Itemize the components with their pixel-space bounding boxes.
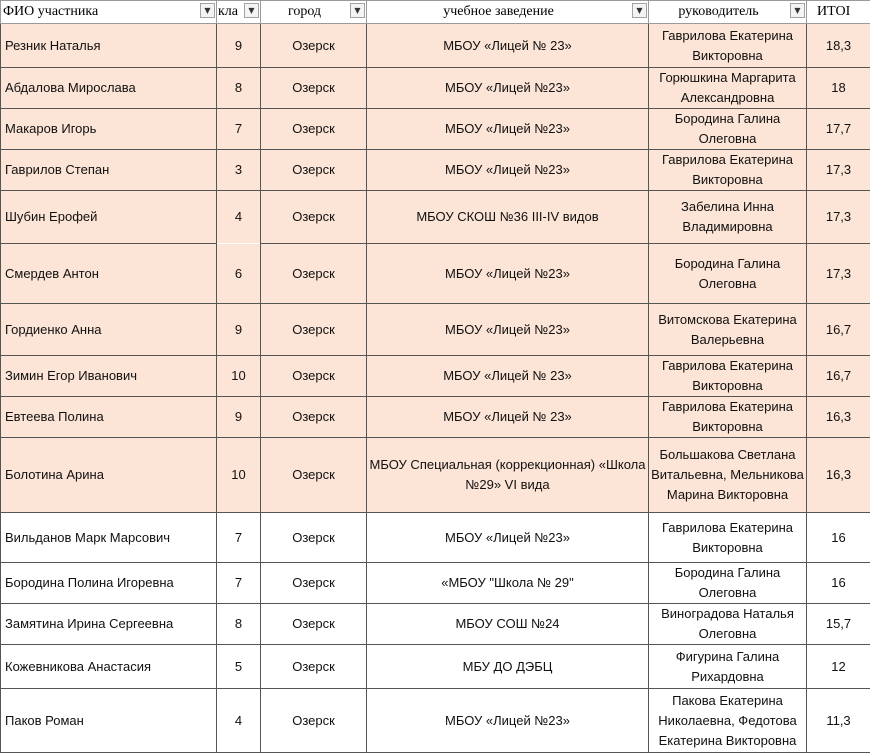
table-row	[1, 438, 870, 513]
cell-teacher[interactable]: Бородина Галина Олеговна	[649, 109, 807, 150]
cell-teacher[interactable]: Забелина Инна Владимировна	[649, 191, 807, 244]
cell-total[interactable]: 17,3	[807, 191, 870, 244]
cell-name[interactable]: Шубин Ерофей	[1, 191, 217, 244]
cell-name[interactable]: Болотина Арина	[1, 438, 217, 513]
table-row	[1, 563, 870, 604]
cell-teacher[interactable]: Бородина Галина Олеговна	[649, 244, 807, 304]
cell-grade[interactable]: 9	[217, 24, 261, 68]
chevron-down-icon[interactable]: ▼	[632, 3, 647, 18]
cell-school[interactable]: МБОУ «Лицей №23»	[367, 150, 649, 191]
cell-school[interactable]: МБОУ «Лицей №23»	[367, 109, 649, 150]
table-row	[1, 109, 870, 150]
header-city[interactable]: город ▼	[261, 1, 367, 24]
table-row	[1, 604, 870, 645]
cell-school[interactable]: МБОУ Специальная (коррекционная) «Школа №29» VI вида	[367, 438, 649, 513]
cell-city[interactable]: Озерск	[261, 604, 367, 645]
cell-name[interactable]: Гаврилов Степан	[1, 150, 217, 191]
header-school[interactable]: учебное заведение ▼	[367, 1, 649, 24]
cell-city[interactable]: Озерск	[261, 109, 367, 150]
cell-teacher[interactable]: Гаврилова Екатерина Викторовна	[649, 513, 807, 563]
table-row	[1, 304, 870, 356]
cell-total[interactable]: 16,3	[807, 438, 870, 513]
cell-school[interactable]: МБОУ «Лицей № 23»	[367, 24, 649, 68]
cell-city[interactable]: Озерск	[261, 150, 367, 191]
cell-city[interactable]: Озерск	[261, 645, 367, 689]
cell-school[interactable]: МБОУ «Лицей №23»	[367, 689, 649, 753]
table-row	[1, 191, 870, 244]
cell-school[interactable]: МБОУ «Лицей № 23»	[367, 397, 649, 438]
cell-grade[interactable]: 7	[217, 109, 261, 150]
cell-school[interactable]: МБОУ «Лицей №23»	[367, 513, 649, 563]
cell-total[interactable]: 16,3	[807, 397, 870, 438]
cell-total[interactable]: 18	[807, 68, 870, 109]
cell-total[interactable]: 16,7	[807, 356, 870, 397]
table-row	[1, 356, 870, 397]
table-row	[1, 689, 870, 753]
cell-name[interactable]: Евтеева Полина	[1, 397, 217, 438]
cell-grade[interactable]: 4	[217, 689, 261, 753]
cell-name[interactable]: Резник Наталья	[1, 24, 217, 68]
cell-total[interactable]: 16,7	[807, 304, 870, 356]
cell-teacher[interactable]: Горюшкина Маргарита Александровна	[649, 68, 807, 109]
cell-teacher[interactable]: Гаврилова Екатерина Викторовна	[649, 356, 807, 397]
cell-city[interactable]: Озерск	[261, 244, 367, 304]
filter-icon[interactable]: ▼	[350, 3, 365, 18]
cell-city[interactable]: Озерск	[261, 356, 367, 397]
cell-name[interactable]: Замятина Ирина Сергеевна	[1, 604, 217, 645]
header-teacher[interactable]: руководитель ▼	[649, 1, 807, 24]
header-grade[interactable]: кла ▼	[217, 1, 261, 24]
cell-grade[interactable]: 3	[217, 150, 261, 191]
cell-total[interactable]: 11,3	[807, 689, 870, 753]
cell-name[interactable]: Смердев Антон	[1, 244, 217, 304]
cell-city[interactable]: Озерск	[261, 689, 367, 753]
chevron-down-icon[interactable]: ▼	[200, 3, 215, 18]
table-row	[1, 645, 870, 689]
cell-grade[interactable]: 4	[217, 191, 261, 244]
table-row	[1, 68, 870, 109]
table-row	[1, 513, 870, 563]
cell-school[interactable]: МБОУ «Лицей № 23»	[367, 356, 649, 397]
cell-city[interactable]: Озерск	[261, 68, 367, 109]
table-row	[1, 397, 870, 438]
cell-city[interactable]: Озерск	[261, 304, 367, 356]
chevron-down-icon[interactable]: ▼	[790, 3, 805, 18]
cell-city[interactable]: Озерск	[261, 513, 367, 563]
cell-grade[interactable]: 5	[217, 645, 261, 689]
cell-grade[interactable]: 9	[217, 397, 261, 438]
cell-name[interactable]: Вильданов Марк Марсович	[1, 513, 217, 563]
header-row	[1, 1, 870, 24]
cell-grade[interactable]: 8	[217, 68, 261, 109]
cell-total[interactable]: 15,7	[807, 604, 870, 645]
cell-total[interactable]: 16	[807, 513, 870, 563]
cell-teacher[interactable]: Витомскова Екатерина Валерьевна	[649, 304, 807, 356]
cell-school[interactable]: МБОУ «Лицей №23»	[367, 68, 649, 109]
cell-city[interactable]: Озерск	[261, 397, 367, 438]
cell-teacher[interactable]: Бородина Галина Олеговна	[649, 563, 807, 604]
cell-total[interactable]: 12	[807, 645, 870, 689]
cell-teacher[interactable]: Пакова Екатерина Николаевна, Федотова Екатерина Викторовна	[649, 689, 807, 753]
cell-teacher[interactable]: Гаврилова Екатерина Викторовна	[649, 24, 807, 68]
cell-name[interactable]: Абдалова Мирослава	[1, 68, 217, 109]
cell-teacher[interactable]: Фигурина Галина Рихардовна	[649, 645, 807, 689]
cell-teacher[interactable]: Виноградова Наталья Олеговна	[649, 604, 807, 645]
cell-total[interactable]: 17,3	[807, 150, 870, 191]
table-row	[1, 244, 870, 304]
cell-school[interactable]: МБОУ СОШ №24	[367, 604, 649, 645]
cell-city[interactable]: Озерск	[261, 191, 367, 244]
cell-school[interactable]: МБОУ «Лицей №23»	[367, 304, 649, 356]
cell-name[interactable]: Гордиенко Анна	[1, 304, 217, 356]
cell-grade[interactable]: 8	[217, 604, 261, 645]
cell-school[interactable]: МБОУ «Лицей №23»	[367, 244, 649, 304]
table-row	[1, 24, 870, 68]
header-total[interactable]: ИТОІ	[807, 1, 870, 24]
cell-name[interactable]: Бородина Полина Игоревна	[1, 563, 217, 604]
cell-total[interactable]: 17,7	[807, 109, 870, 150]
cell-city[interactable]: Озерск	[261, 563, 367, 604]
cell-total[interactable]: 17,3	[807, 244, 870, 304]
chevron-down-icon[interactable]: ▼	[244, 3, 259, 18]
cell-teacher[interactable]: Гаврилова Екатерина Викторовна	[649, 150, 807, 191]
cell-school[interactable]: МБУ ДО ДЭБЦ	[367, 645, 649, 689]
cell-city[interactable]: Озерск	[261, 24, 367, 68]
cell-school[interactable]: МБОУ СКОШ №36 III-IV видов	[367, 191, 649, 244]
cell-grade[interactable]: 10	[217, 438, 261, 513]
table-row	[1, 150, 870, 191]
cell-teacher[interactable]: Гаврилова Екатерина Викторовна	[649, 397, 807, 438]
cell-name[interactable]: Зимин Егор Иванович	[1, 356, 217, 397]
cell-grade[interactable]: 7	[217, 513, 261, 563]
cell-teacher[interactable]: Большакова Светлана Витальевна, Мельникова Марина Викторовна	[649, 438, 807, 513]
cell-total[interactable]: 16	[807, 563, 870, 604]
cell-grade[interactable]: 7	[217, 563, 261, 604]
cell-grade[interactable]: 6	[217, 244, 261, 304]
cell-grade[interactable]: 9	[217, 304, 261, 356]
cell-total[interactable]: 18,3	[807, 24, 870, 68]
header-name[interactable]: ФИО участника ▼	[1, 1, 217, 24]
cell-name[interactable]: Паков Роман	[1, 689, 217, 753]
cell-name[interactable]: Кожевникова Анастасия	[1, 645, 217, 689]
cell-school[interactable]: «МБОУ "Школа № 29"	[367, 563, 649, 604]
cell-city[interactable]: Озерск	[261, 438, 367, 513]
cell-grade[interactable]: 10	[217, 356, 261, 397]
cell-name[interactable]: Макаров Игорь	[1, 109, 217, 150]
